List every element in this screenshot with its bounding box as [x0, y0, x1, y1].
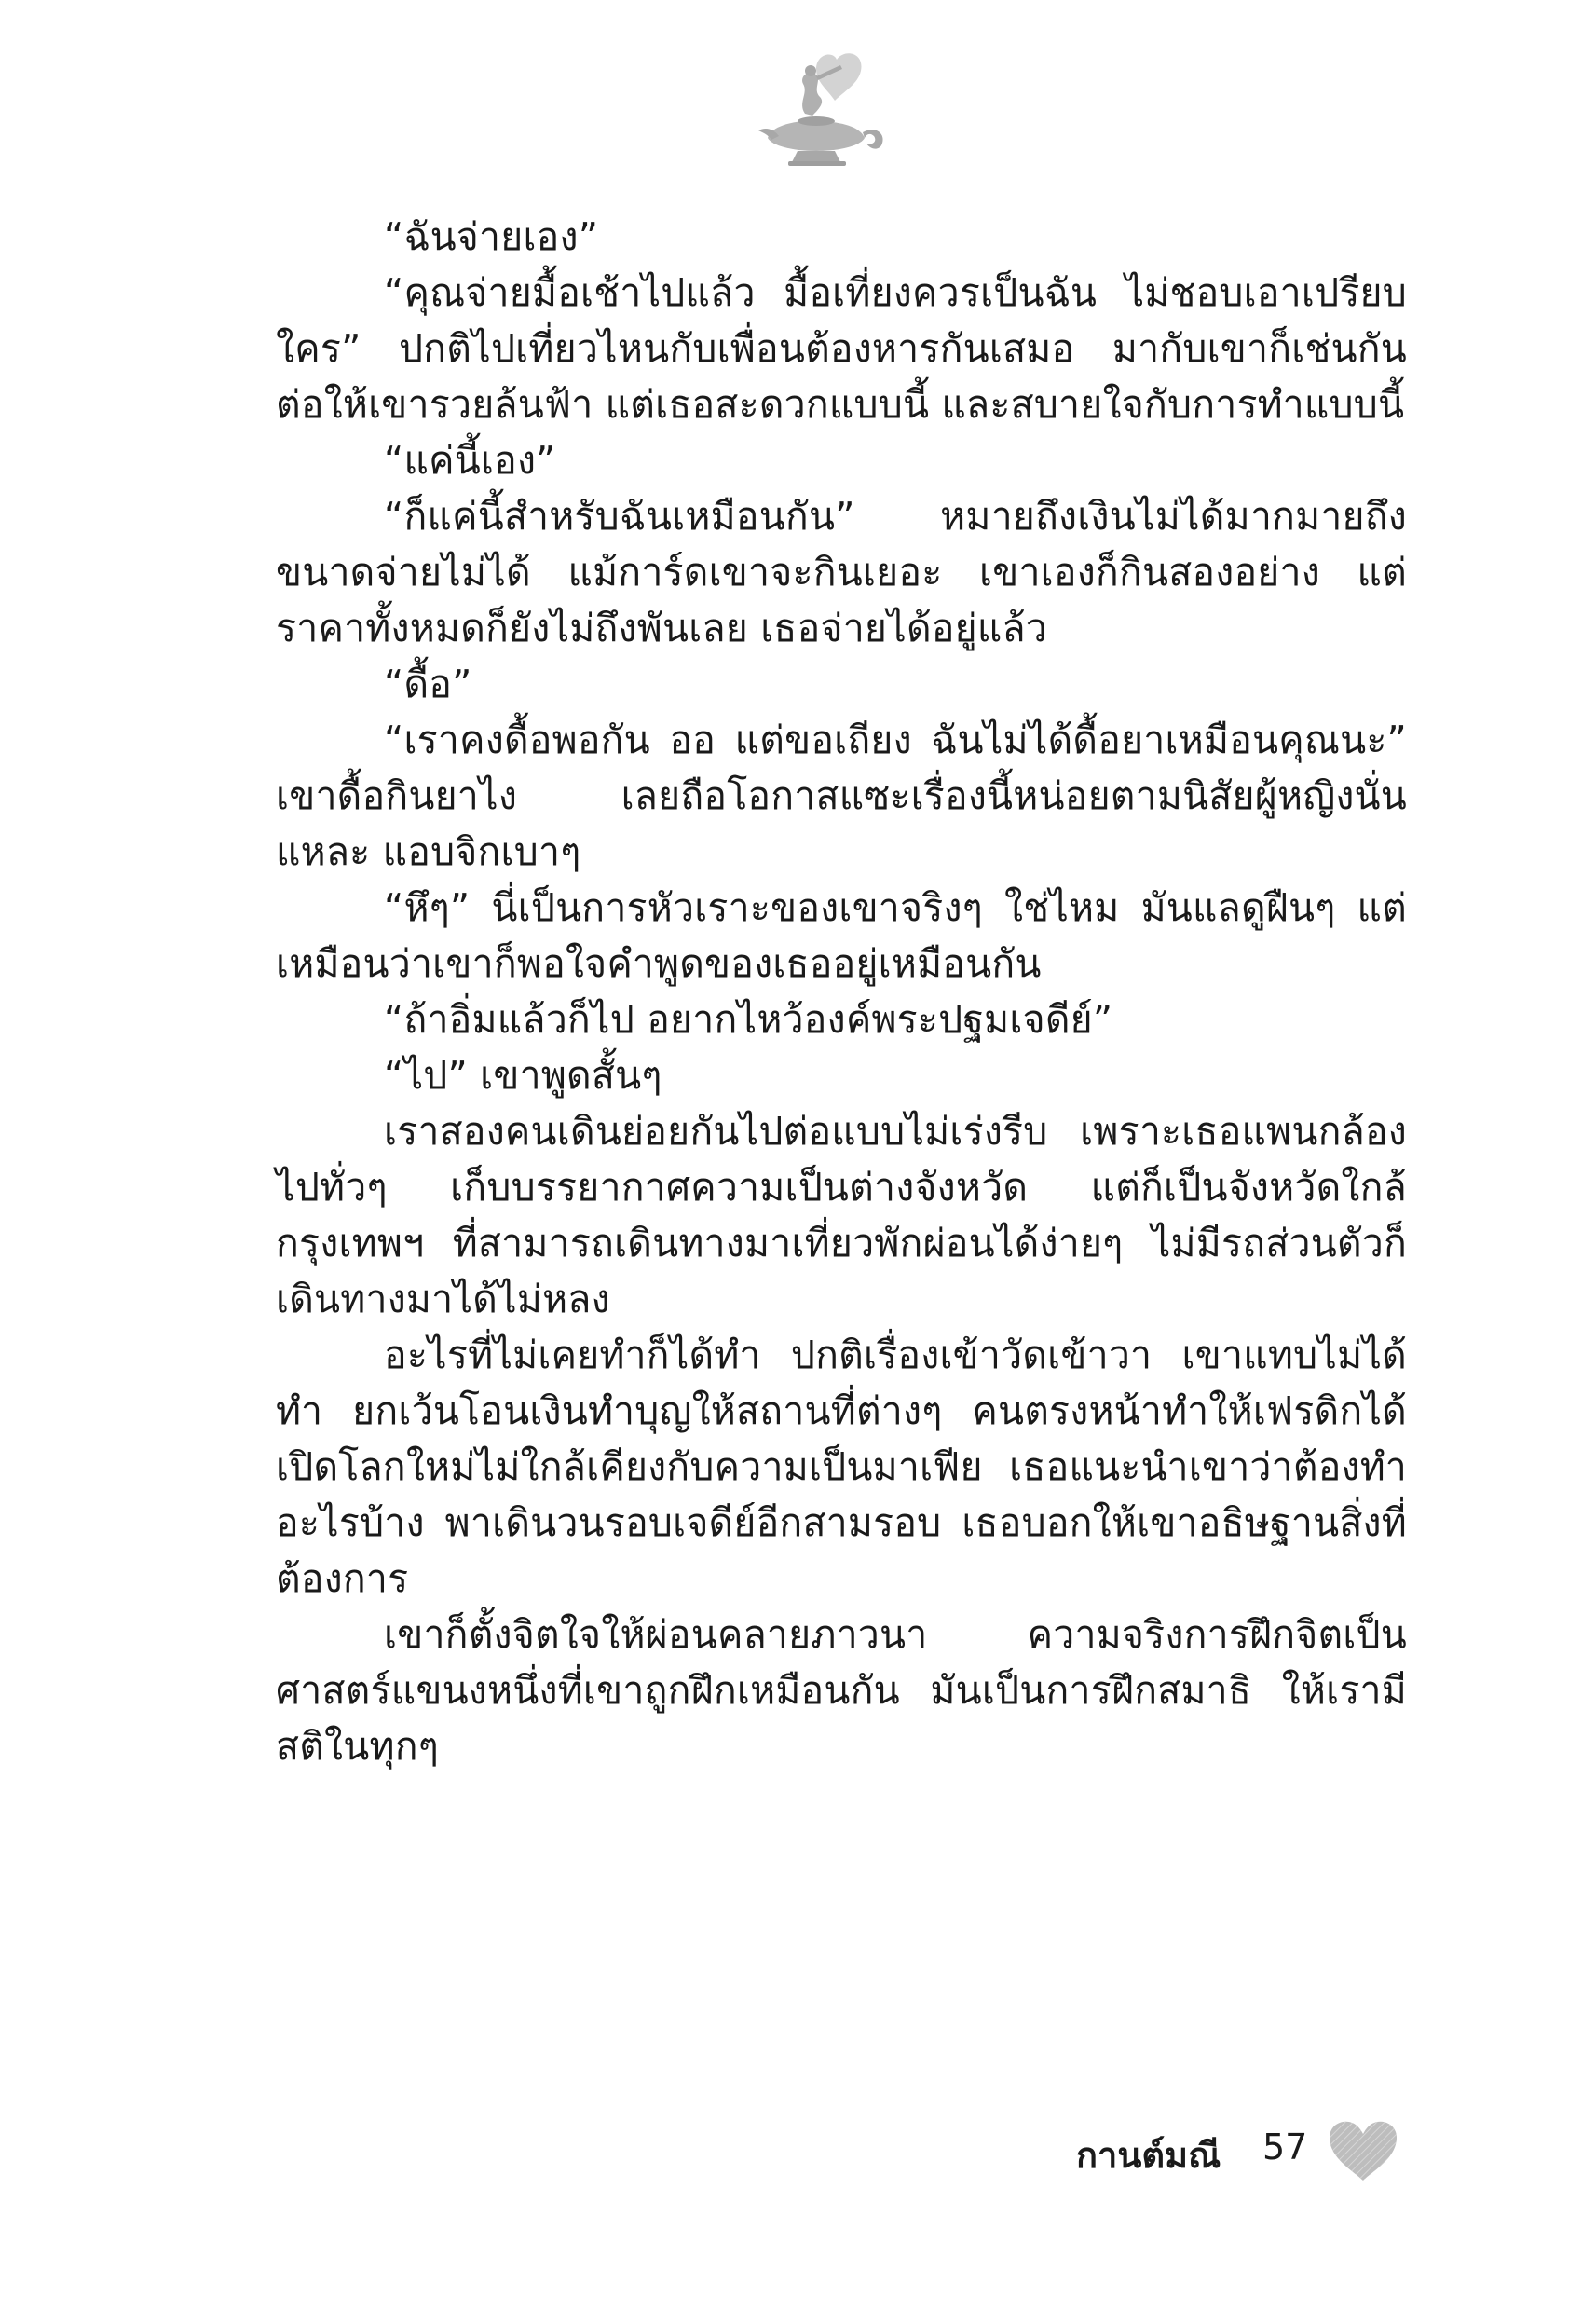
paragraph: “ก็แค่นี้สำหรับฉันเหมือนกัน” หมายถึงเงินไม่ได้มากมายถึงขนาดจ่ายไม่ได้ แม้การ์ดเขาจะกินเยอะ เขาเองก็กินสองอย่าง แต่ราคาทั้งหมดก็ยังไม่ถึงพันเลย เธอจ่ายได้อยู่แล้ว	[276, 494, 1407, 650]
paragraph: “ถ้าอิ่มแล้วก็ไป อยากไหว้องค์พระปฐมเจดีย์”	[384, 997, 1113, 1042]
body-text	[276, 209, 1407, 1774]
paragraph: “หึๆ” นี่เป็นการหัวเราะของเขาจริงๆ ใช่ไหม มันแลดูฝืนๆ แต่เหมือนว่าเขาก็พอใจคำพูดของเธออยู่เหมือนกัน	[276, 885, 1407, 986]
heart-icon	[1326, 2117, 1400, 2184]
paragraph: “เราคงดื้อพอกัน ออ แต่ขอเถียง ฉันไม่ได้ดื้อยาเหมือนคุณนะ” เขาดื้อกินยาไง เลยถือโอกาสแซะเรื่องนี้หน่อยตามนิสัยผู้หญิงนั่นแหละ แอบจิกเบาๆ	[276, 718, 1407, 874]
paragraph: “คุณจ่ายมื้อเช้าไปแล้ว มื้อเที่ยงควรเป็นฉัน ไม่ชอบเอาเปรียบใคร” ปกติไปเที่ยวไหนกับเพื่อนต้องหารกันเสมอ มากับเขาก็เช่นกัน ต่อให้เขารวยล้นฟ้า แต่เธอสะดวกแบบนี้ และสบายใจกับการทำแบบนี้	[276, 270, 1407, 427]
paragraph: เขาก็ตั้งจิตใจให้ผ่อนคลายภาวนา ความจริงการฝึกจิตเป็นศาสตร์แขนงหนึ่งที่เขาถูกฝึกเหมือนกัน มันเป็นการฝึกสมาธิ ให้เรามีสติในทุกๆ	[276, 1612, 1407, 1769]
paragraph: เราสองคนเดินย่อยกันไปต่อแบบไม่เร่งรีบ เพราะเธอแพนกล้องไปทั่วๆ เก็บบรรยากาศความเป็นต่างจังหวัด แต่ก็เป็นจังหวัดใกล้กรุงเทพฯ ที่สามารถเดินทางมาเที่ยวพักผ่อนได้ง่ายๆ ไม่มีรถส่วนตัวก็เดินทางมาได้ไม่หลง	[276, 1109, 1407, 1321]
genie-lamp-heart-icon	[751, 48, 891, 170]
paragraph: “ไป” เขาพูดสั้นๆ	[384, 1053, 662, 1098]
paragraph: “ฉันจ่ายเอง”	[384, 214, 599, 259]
paragraph: “แค่นี้เอง”	[384, 438, 556, 483]
paragraph: อะไรที่ไม่เคยทำก็ได้ทำ ปกติเรื่องเข้าวัดเข้าวา เขาแทบไม่ได้ทำ ยกเว้นโอนเงินทำบุญให้สถานที่ต่างๆ คนตรงหน้าทำให้เฟรดิกได้เปิดโลกใหม่ไม่ใกล้เคียงกับความเป็นมาเฟีย เธอแนะนำเขาว่าต้องทำอะไรบ้าง พาเดินวนรอบเจดีย์อีกสามรอบ เธอบอกให้เขาอธิษฐานสิ่งที่ต้องการ	[276, 1333, 1407, 1601]
page-number: 57	[1262, 2126, 1308, 2167]
paragraph: “ดื้อ”	[384, 662, 472, 706]
page-footer	[1076, 2113, 1449, 2188]
author-name: กานต์มณี	[1076, 2135, 1221, 2176]
